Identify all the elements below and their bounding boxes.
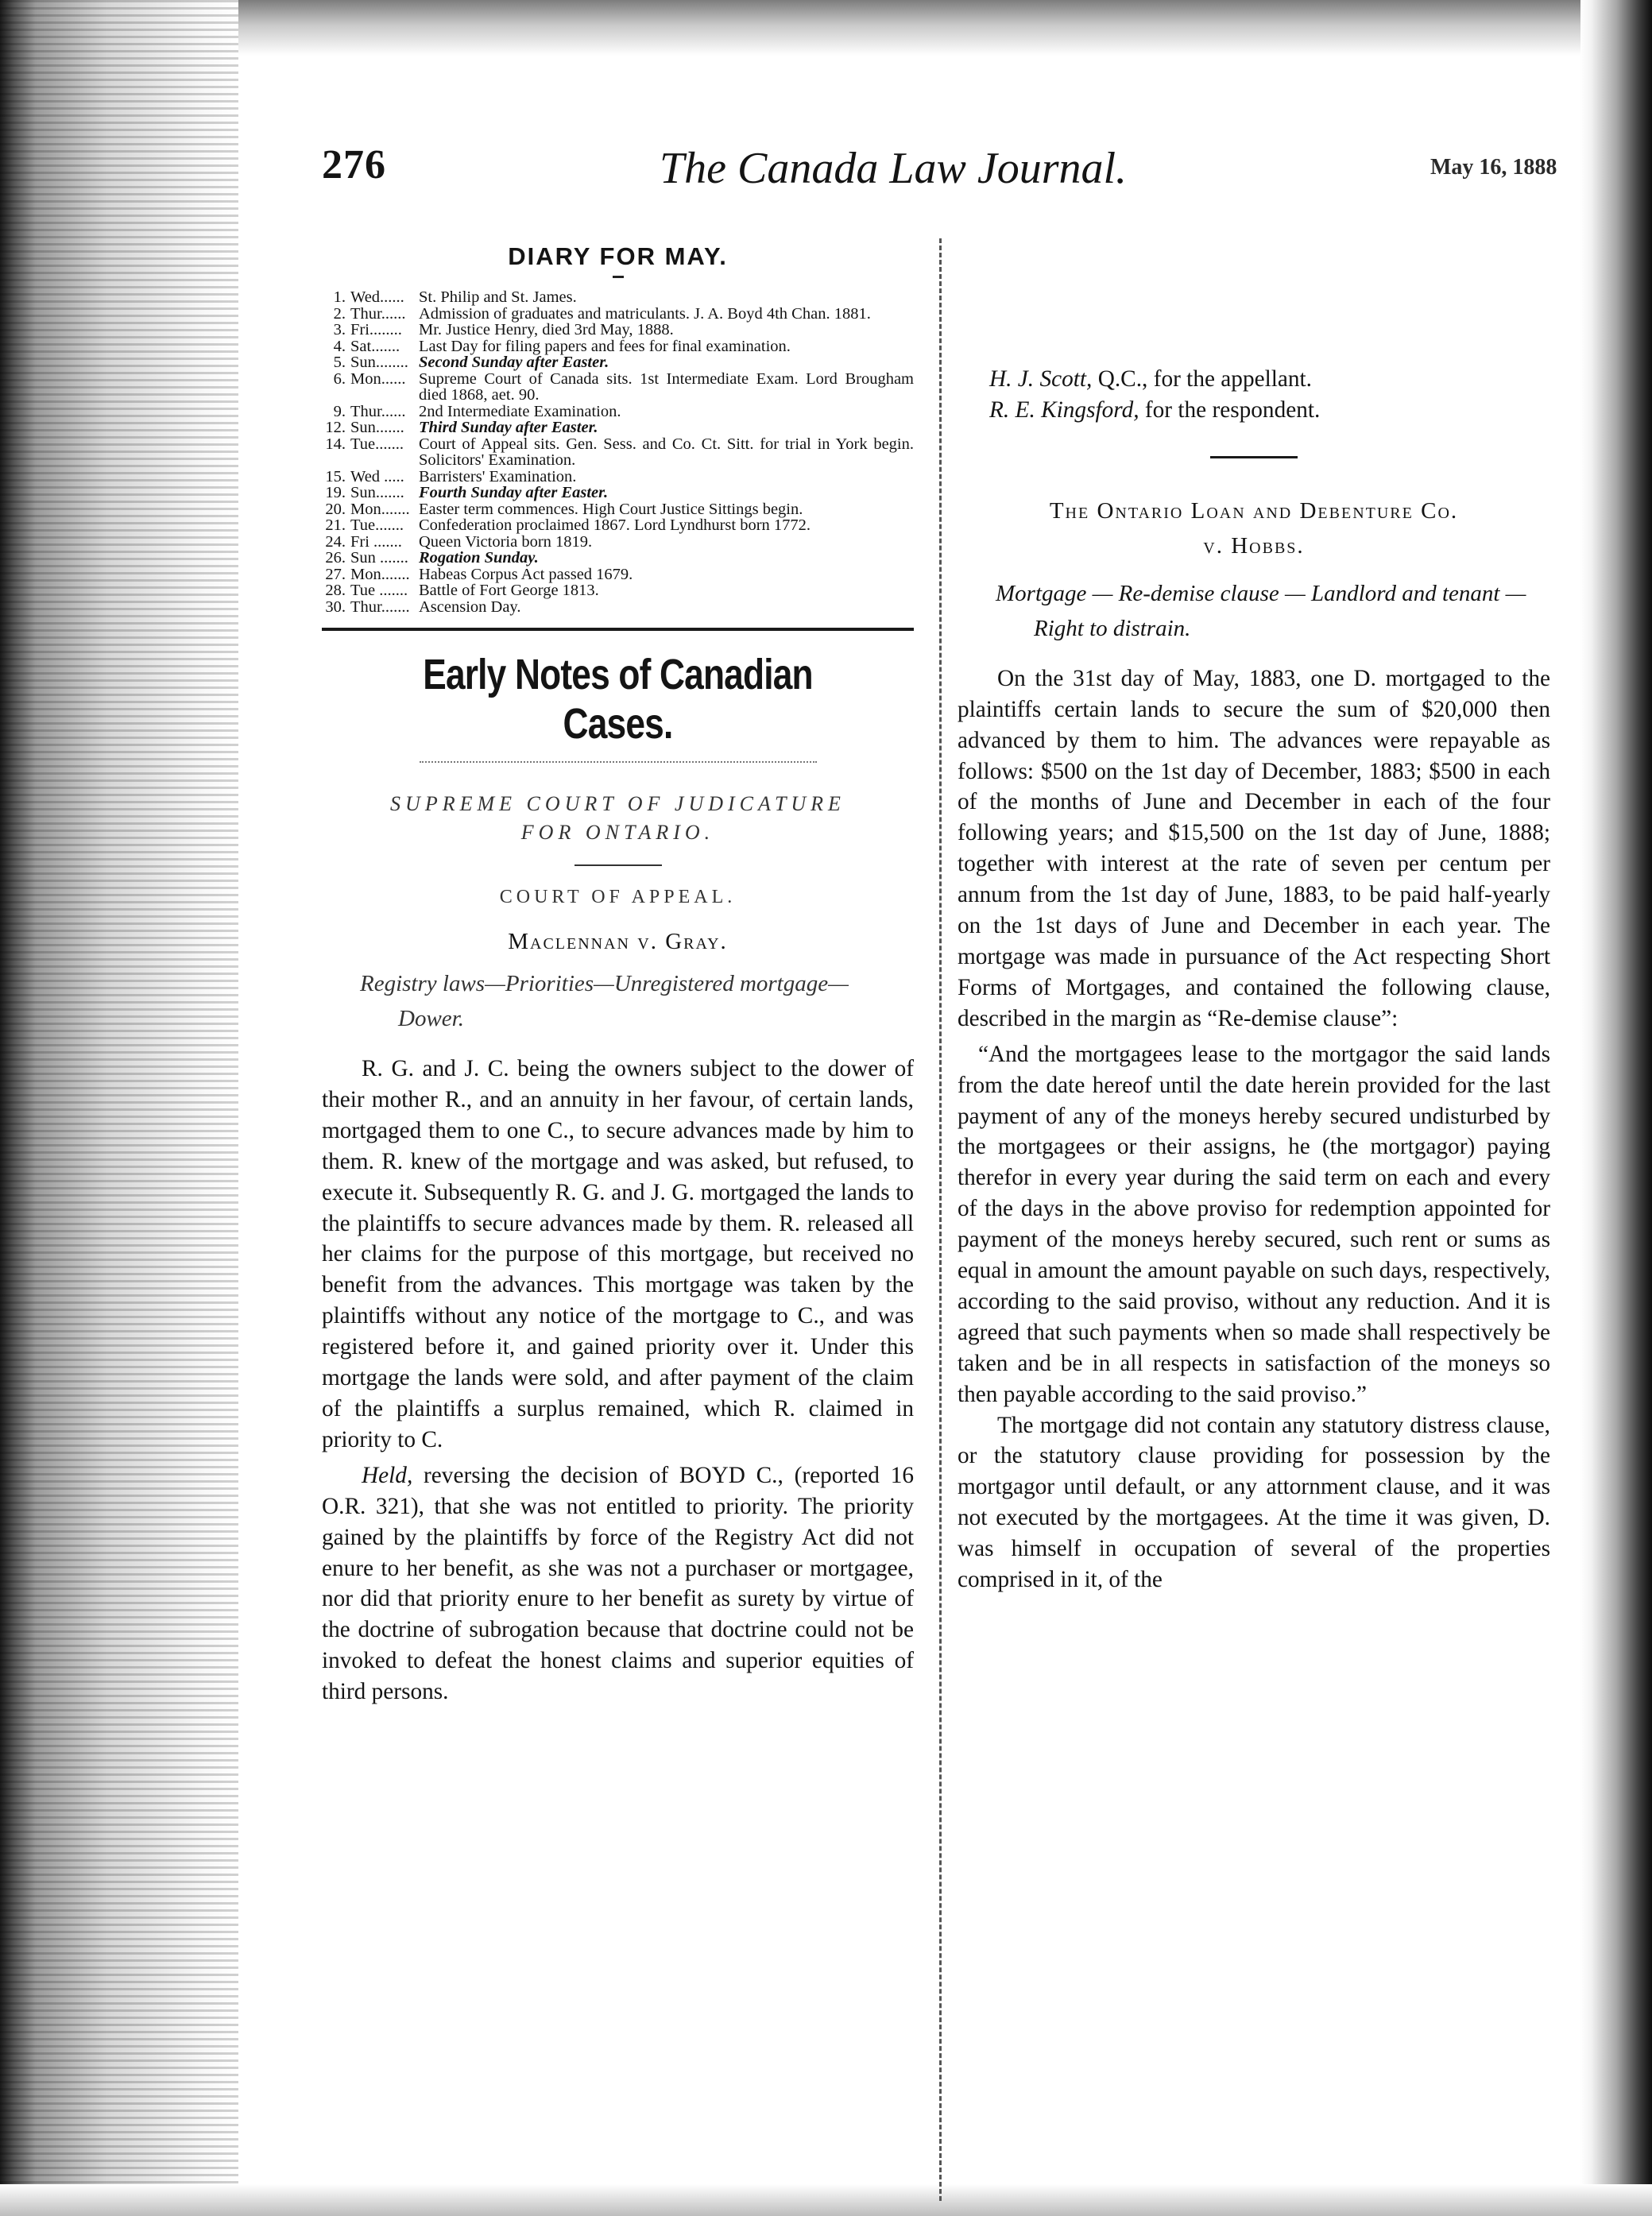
- page-number: 276: [322, 142, 386, 188]
- court-rule: [575, 864, 662, 866]
- diary-entry-number: 12.: [325, 419, 346, 436]
- diary-entry-event: Battle of Fort George 1813.: [419, 582, 599, 599]
- diary-entry-number: 28.: [325, 582, 346, 599]
- diary-entry-event: St. Philip and St. James.: [419, 288, 577, 306]
- case-1-paragraph-2: [322, 1460, 914, 1707]
- case-2-paragraph-2: The mortgage did not contain any statutory distress clause, or the statutory clause providing for possession by the mortgagor until default, or any attornment clause, and it was not executed by the mortgagees. At the time it was given, D. was himself in occupation of several of the properties comprised in it, of the: [958, 1412, 1550, 1593]
- diary-entry-number: 1.: [333, 288, 346, 306]
- diary-entry: [322, 501, 914, 518]
- counsel-respondent-role: for the respondent.: [1139, 396, 1321, 423]
- diary-entry-day: Mon.......: [350, 500, 410, 518]
- diary-heading: DIARY FOR MAY.: [508, 242, 728, 270]
- left-column: [322, 242, 914, 1707]
- section-title: Early Notes of Canadian Cases.: [423, 651, 813, 748]
- diary-entry: [322, 567, 914, 583]
- diary-entry: [322, 436, 914, 469]
- diary-entry-event: Third Sunday after Easter.: [419, 419, 598, 436]
- diary-entry: [322, 306, 914, 323]
- diary-entry-number: 9.: [333, 402, 346, 420]
- diary-entry: [322, 371, 914, 404]
- counsel-respondent-name: R. E. Kingsford,: [989, 396, 1139, 423]
- diary-entry-day: Wed .....: [350, 467, 404, 485]
- right-column: [958, 238, 1550, 1595]
- diary-entry-day: Thur......: [350, 402, 406, 420]
- diary-entry-day: Tue.......: [350, 516, 404, 534]
- diary-entry-day: Sun.......: [350, 419, 404, 436]
- case-1-title: Maclennan v. Gray.: [508, 929, 728, 954]
- case-2-headnote: Mortgage — Re-demise clause — Landlord and tenant — Right to distrain.: [996, 580, 1526, 641]
- diary-entry-number: 21.: [325, 516, 346, 534]
- diary-entry-day: Fri .......: [350, 532, 402, 551]
- diary-entry-day: Tue .......: [350, 582, 408, 599]
- diary-entry-event: Supreme Court of Canada sits. 1st Intermediate Exam. Lord Brougham died 1868, aet. 90.: [419, 369, 914, 404]
- diary-entry-day: Thur.......: [350, 598, 410, 616]
- court-heading: [322, 790, 914, 847]
- section-rule: [322, 628, 914, 631]
- diary-entry-number: 20.: [325, 500, 346, 518]
- diary-entry-number: 19.: [325, 484, 346, 501]
- diary-entry-event: Queen Victoria born 1819.: [419, 532, 593, 551]
- court-heading-line-1: SUPREME COURT OF JUDICATURE: [390, 792, 845, 815]
- diary-entry: [322, 485, 914, 501]
- column-divider: [939, 238, 942, 2201]
- scan-shadow-bottom: [0, 2184, 1652, 2216]
- journal-title: The Canada Law Journal.: [660, 144, 1128, 193]
- counsel-appellant-name: H. J. Scott,: [989, 366, 1093, 392]
- diary-entry: [322, 354, 914, 371]
- section-title-dotted-rule: [420, 761, 817, 763]
- counsel-appellant-role: Q.C., for the appellant.: [1092, 366, 1312, 392]
- case-2-quote: “And the mortgagees lease to the mortgagor the said lands from the date hereof until the date herein provided for the last payment of any of the moneys hereby secured undisturbed by the mortgagees or their assigns, he (the mortgagor) paying therefor in every year during the said term on each and every of the days in the above proviso for redemption appointed for payment of the moneys hereby secured, such rent or sums as equal in amount the amount payable on such days, respectively, according to the said proviso, without any reduction. And it is agreed that such payments when so made shall respectively be taken and be in all respects in satisfaction of the moneys so then payable according to the said proviso.”: [958, 1041, 1550, 1407]
- diary-entry-event: 2nd Intermediate Examination.: [419, 402, 621, 420]
- diary-entry-event: Rogation Sunday.: [419, 549, 539, 567]
- diary-entry-day: Fri........: [350, 321, 402, 338]
- diary-entry-event: Last Day for filing papers and fees for final examination.: [419, 337, 791, 355]
- court-heading-line-2: FOR ONTARIO.: [520, 821, 715, 844]
- diary-entry-number: 26.: [325, 549, 346, 567]
- diary-heading-rule: [613, 276, 624, 278]
- case-1-paragraph-2-text: reversing the decision of BOYD C., (reported 16 O.R. 321), that she was not entitled to priority. The priority gained by the plaintiffs by force of the Registry Act did not enure to her benefit, as she was not a purchaser or mortgagee, nor did that priority enure to her benefit as surety by virtue of the doctrine of subrogation because that doctrine could not be invoked to defeat the honest claims and superior equities of third persons.: [322, 1462, 914, 1705]
- scan-shadow-top: [0, 0, 1652, 56]
- diary-entry-event: Confederation proclaimed 1867. Lord Lyndhurst born 1772.: [419, 516, 811, 534]
- diary-entry-number: 5.: [333, 354, 346, 371]
- diary-entry-number: 3.: [333, 321, 346, 338]
- diary-entry-event: Second Sunday after Easter.: [419, 354, 609, 371]
- diary-entry: [322, 582, 914, 599]
- diary-entry-day: Mon.......: [350, 565, 410, 583]
- diary-entry-number: 2.: [333, 304, 346, 323]
- diary-entry: [322, 338, 914, 355]
- diary-entry-number: 15.: [325, 467, 346, 485]
- diary-entry-day: Sun........: [350, 354, 408, 371]
- diary-entry-number: 14.: [325, 435, 346, 453]
- diary-entry: [322, 404, 914, 420]
- diary-entry-event: Barristers' Examination.: [419, 467, 577, 485]
- scan-shadow-left: [0, 0, 238, 2216]
- diary-entry-event: Admission of graduates and matriculants. J. A. Boyd 4th Chan. 1881.: [419, 304, 871, 323]
- diary-entry-number: 24.: [325, 532, 346, 551]
- case-1-headnote: Registry laws—Priorities—Unregistered mortgage—Dower.: [360, 971, 849, 1031]
- diary-entry-day: Mon......: [350, 369, 406, 388]
- diary-entry-number: 6.: [333, 369, 346, 388]
- diary-entry: [322, 289, 914, 306]
- diary-entry-number: 30.: [325, 598, 346, 616]
- diary-entry-day: Thur......: [350, 304, 406, 323]
- diary-entry-day: Wed......: [350, 288, 404, 306]
- header-date: May 16, 1888: [1430, 155, 1557, 180]
- held-word: Held,: [362, 1462, 413, 1488]
- diary-list: [322, 289, 914, 615]
- diary-entry-day: Sat.......: [350, 337, 400, 355]
- diary-entry-event: Habeas Corpus Act passed 1679.: [419, 565, 633, 583]
- court-name: COURT OF APPEAL.: [499, 887, 737, 907]
- counsel-appellant: [958, 364, 1550, 395]
- diary-entry-event: Easter term commences. High Court Justice Sittings begin.: [419, 500, 803, 518]
- diary-entry: [322, 599, 914, 616]
- case-2-title-line-1: The Ontario Loan and Debenture Co.: [1049, 497, 1459, 524]
- diary-entry: [322, 322, 914, 338]
- diary-entry-event: Fourth Sunday after Easter.: [419, 484, 609, 501]
- case-2-title: [958, 493, 1550, 563]
- diary-entry-event: Court of Appeal sits. Gen. Sess. and Co. Ct. Sitt. for trial in York begin. Solicitors' Examination.: [419, 435, 914, 469]
- diary-entry-day: Sun .......: [350, 549, 408, 567]
- diary-entry-number: 27.: [325, 565, 346, 583]
- diary-entry: [322, 469, 914, 485]
- diary-entry: [322, 420, 914, 436]
- diary-entry: [322, 517, 914, 534]
- diary-entry: [322, 534, 914, 551]
- case-1-paragraph-1: R. G. and J. C. being the owners subject to the dower of their mother R., and an annuity in her favour, of certain lands, mortgaged them to one C., to secure advances made by him to them. R. knew of the mortgage and was asked, but refused, to execute it. Subsequently R. G. and J. G. mortgaged the lands to the plaintiffs to secure advances made by them. R. released all her claims for the purpose of this mortgage, but received no benefit from the advances. This mortgage was taken by the plaintiffs without any notice of the mortgage to C., and was registered before it, and gained priority over it. Under this mortgage the lands were sold, and after payment of the claim of the plaintiffs a surplus remained, which R. claimed in priority to C.: [322, 1056, 914, 1452]
- case-2-title-line-2: v. Hobbs.: [1203, 532, 1305, 559]
- case-2-paragraph-1: On the 31st day of May, 1883, one D. mortgaged to the plaintiffs certain lands to secure the sum of $20,000 then advanced by them to him. The advances were repayable as follows: $500 on the 1st day of December, 1883; $500 in each of the months of June and December in each of the four following years; and $15,500 on the 1st day of June, 1888; together with interest at the rate of seven per centum per annum from the 1st day of June, 1883, to be paid half-yearly on the 1st days of June and December in each year. The mortgage was made in pursuance of the Act respecting Short Forms of Mortgages, and contained the following clause, described in the margin as “Re-demise clause”:: [958, 665, 1550, 1031]
- diary-entry-event: Mr. Justice Henry, died 3rd May, 1888.: [419, 321, 674, 338]
- continued-text-spacer: [958, 238, 1550, 364]
- diary-entry-number: 4.: [333, 337, 346, 355]
- scan-shadow-right: [1580, 0, 1652, 2216]
- diary-entry-day: Tue.......: [350, 435, 404, 453]
- diary-entry: [322, 550, 914, 567]
- diary-entry-event: Ascension Day.: [419, 598, 521, 616]
- counsel-respondent: [958, 395, 1550, 426]
- diary-entry-day: Sun.......: [350, 484, 404, 501]
- case-separator-rule: [1210, 456, 1298, 458]
